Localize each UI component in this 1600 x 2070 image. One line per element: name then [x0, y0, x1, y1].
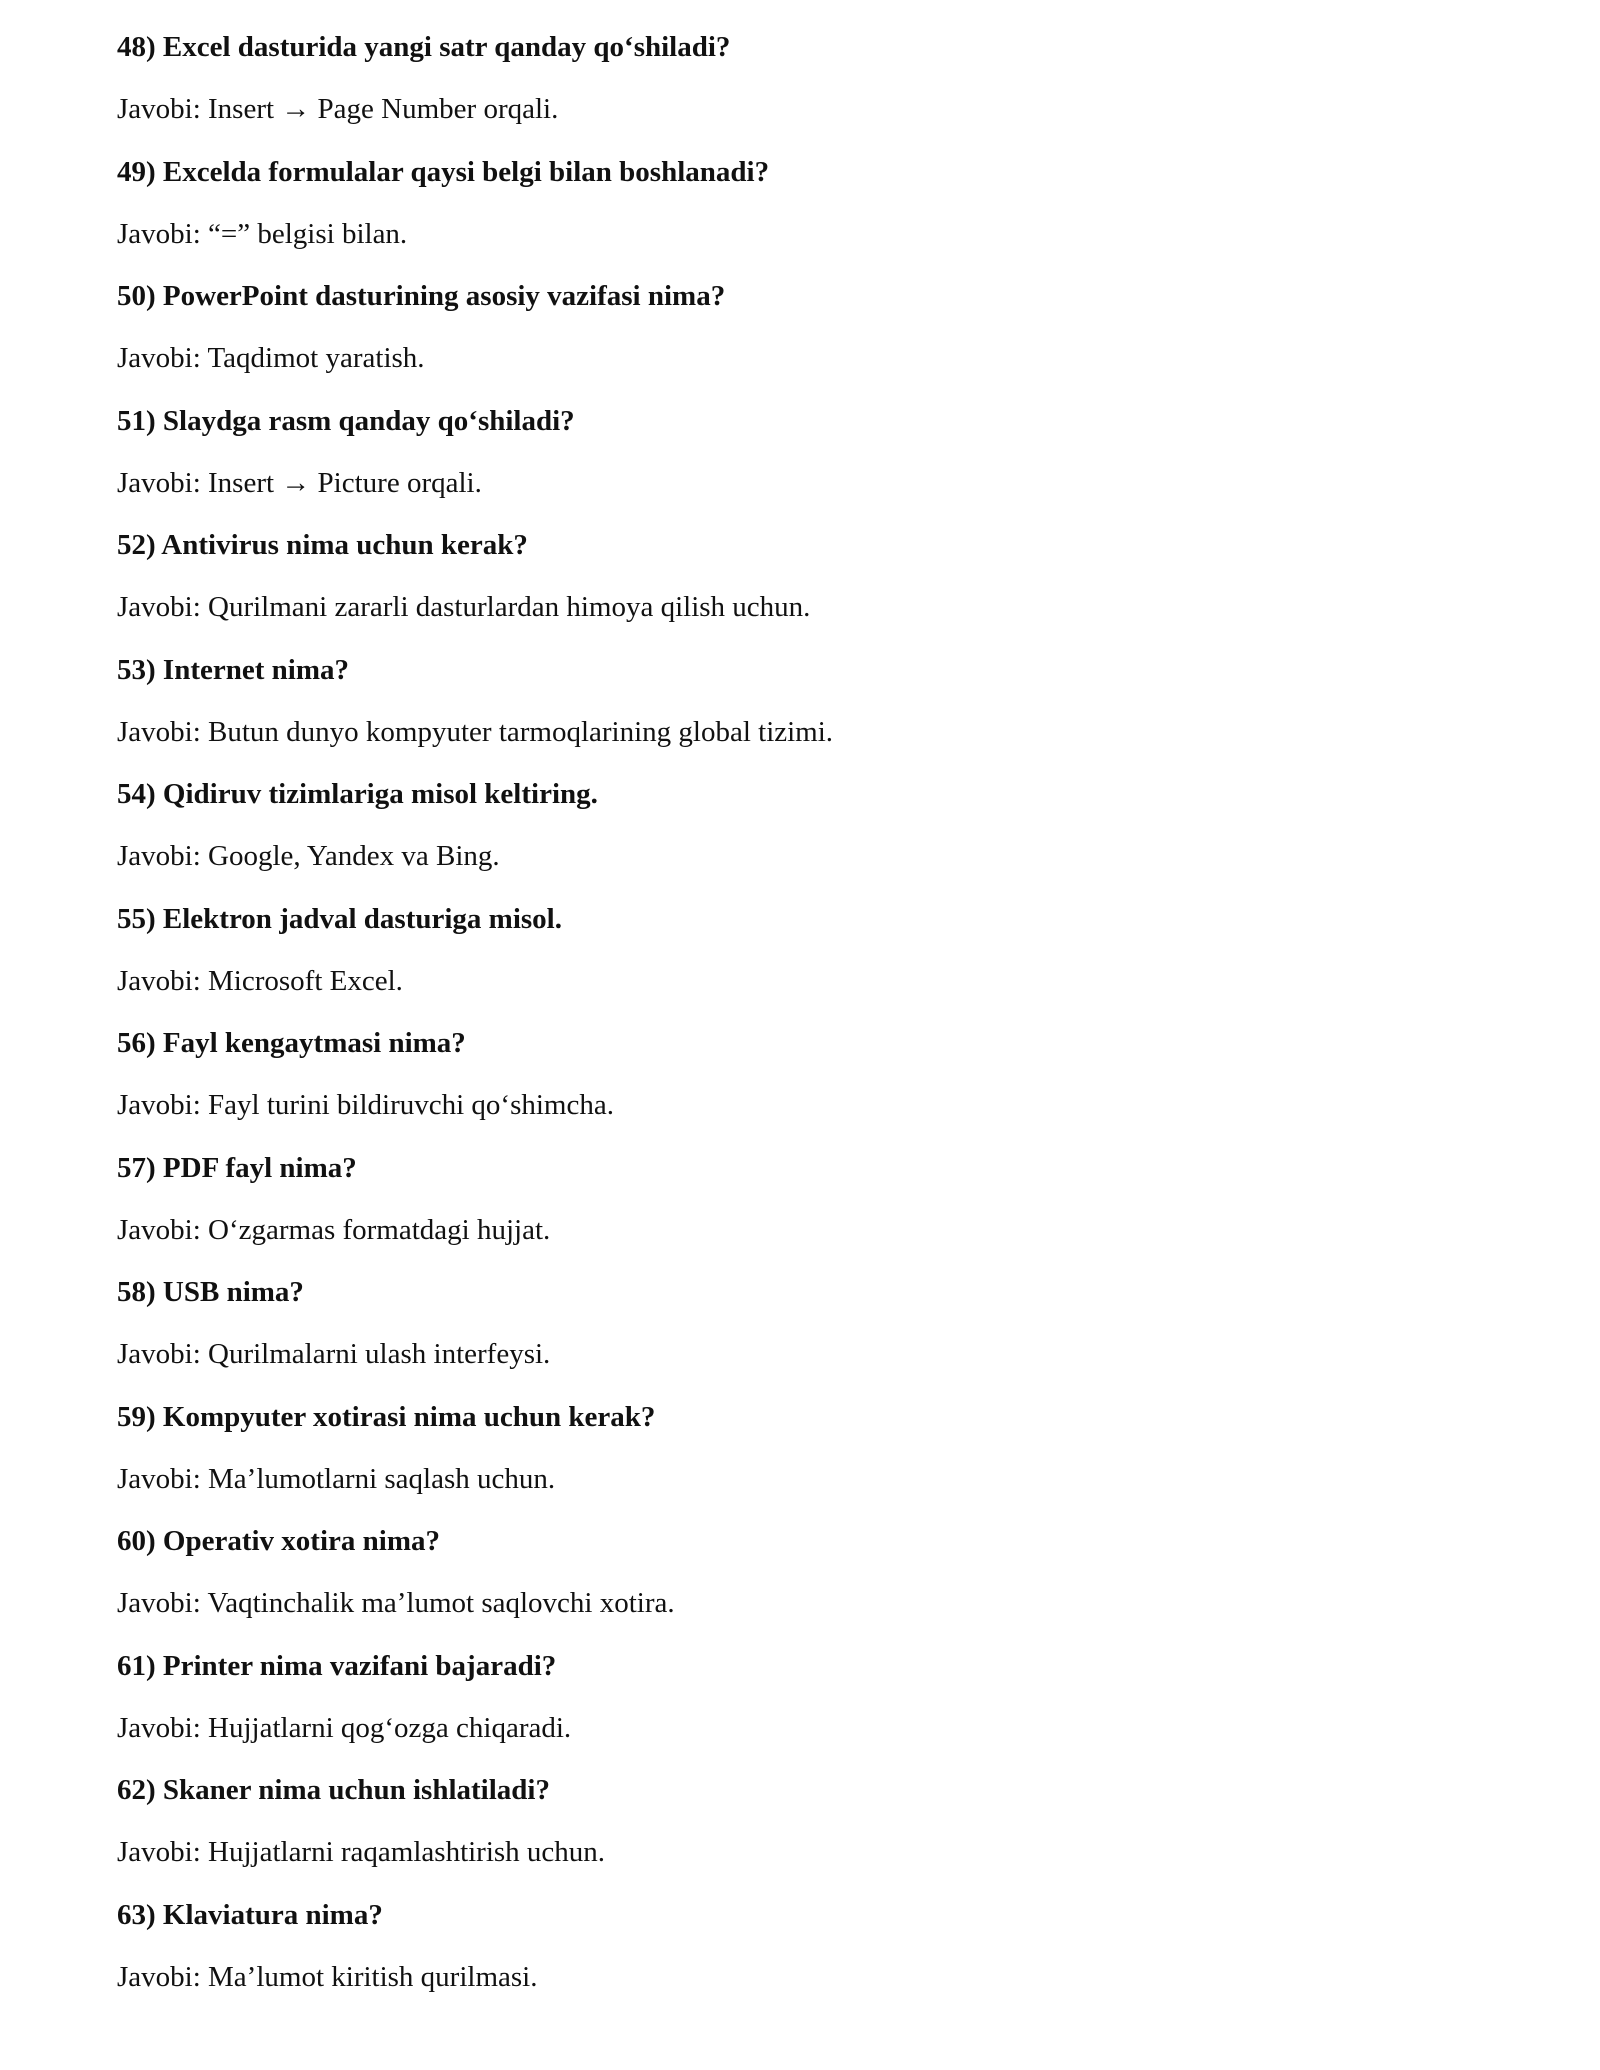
answer-61: Javobi: Hujjatlarni qog‘ozga chiqaradi.	[117, 1711, 572, 1744]
qa-item-52	[117, 528, 1517, 624]
answer-54: Javobi: Google, Yandex va Bing.	[117, 840, 500, 872]
question-63: 63) Klaviatura nima?	[117, 1898, 383, 1931]
qa-item-49	[117, 155, 1517, 251]
qa-item-48	[117, 30, 1517, 126]
answer-59: Javobi: Ma’lumotlarni saqlash uchun.	[117, 1462, 556, 1495]
question-57: 57) PDF fayl nima?	[117, 1151, 357, 1184]
qa-item-53	[117, 653, 1517, 749]
answer-62: Javobi: Hujjatlarni raqamlashtirish uchun.	[117, 1836, 606, 1868]
question-50: 50) PowerPoint dasturining asosiy vazifasi nima?	[117, 280, 726, 312]
answer-60: Javobi: Vaqtinchalik ma’lumot saqlovchi xotira.	[117, 1587, 675, 1619]
qa-item-54	[117, 777, 1517, 873]
qa-item-59	[117, 1400, 1517, 1496]
question-59: 59) Kompyuter xotirasi nima uchun kerak?	[117, 1400, 656, 1433]
question-58: 58) USB nima?	[117, 1276, 304, 1308]
question-52: 52) Antivirus nima uchun kerak?	[117, 529, 528, 561]
question-51: 51) Slaydga rasm qanday qo‘shiladi?	[117, 404, 575, 437]
answer-58: Javobi: Qurilmalarni ulash interfeysi.	[117, 1338, 551, 1370]
qa-list	[117, 30, 1517, 2022]
answer-56: Javobi: Fayl turini bildiruvchi qo‘shimcha.	[117, 1089, 614, 1121]
question-61: 61) Printer nima vazifani bajaradi?	[117, 1649, 557, 1682]
question-60: 60) Operativ xotira nima?	[117, 1525, 440, 1557]
question-56: 56) Fayl kengaytmasi nima?	[117, 1027, 466, 1059]
question-55: 55) Elektron jadval dasturiga misol.	[117, 902, 562, 935]
answer-48: Javobi: Insert → Page Number orqali.	[117, 93, 559, 125]
qa-item-63	[117, 1898, 1517, 1994]
question-49: 49) Excelda formulalar qaysi belgi bilan boshlanadi?	[117, 155, 770, 188]
answer-57: Javobi: O‘zgarmas formatdagi hujjat.	[117, 1213, 551, 1246]
question-54: 54) Qidiruv tizimlariga misol keltiring.	[117, 778, 598, 810]
qa-item-61	[117, 1649, 1517, 1745]
qa-item-50	[117, 279, 1517, 375]
qa-item-57	[117, 1151, 1517, 1247]
question-53: 53) Internet nima?	[117, 653, 349, 686]
answer-55: Javobi: Microsoft Excel.	[117, 964, 403, 997]
qa-item-58	[117, 1275, 1517, 1371]
qa-item-51	[117, 404, 1517, 500]
qa-item-55	[117, 902, 1517, 998]
answer-53: Javobi: Butun dunyo kompyuter tarmoqlarining global tizimi.	[117, 715, 834, 748]
qa-item-56	[117, 1026, 1517, 1122]
qa-item-60	[117, 1524, 1517, 1620]
answer-51: Javobi: Insert → Picture orqali.	[117, 466, 482, 499]
answer-50: Javobi: Taqdimot yaratish.	[117, 342, 425, 374]
answer-49: Javobi: “=” belgisi bilan.	[117, 217, 408, 250]
answer-52: Javobi: Qurilmani zararli dasturlardan himoya qilish uchun.	[117, 591, 811, 623]
answer-63: Javobi: Ma’lumot kiritish qurilmasi.	[117, 1960, 538, 1993]
question-48: 48) Excel dasturida yangi satr qanday qo‘shiladi?	[117, 31, 731, 63]
question-62: 62) Skaner nima uchun ishlatiladi?	[117, 1774, 550, 1806]
qa-item-62	[117, 1773, 1517, 1869]
